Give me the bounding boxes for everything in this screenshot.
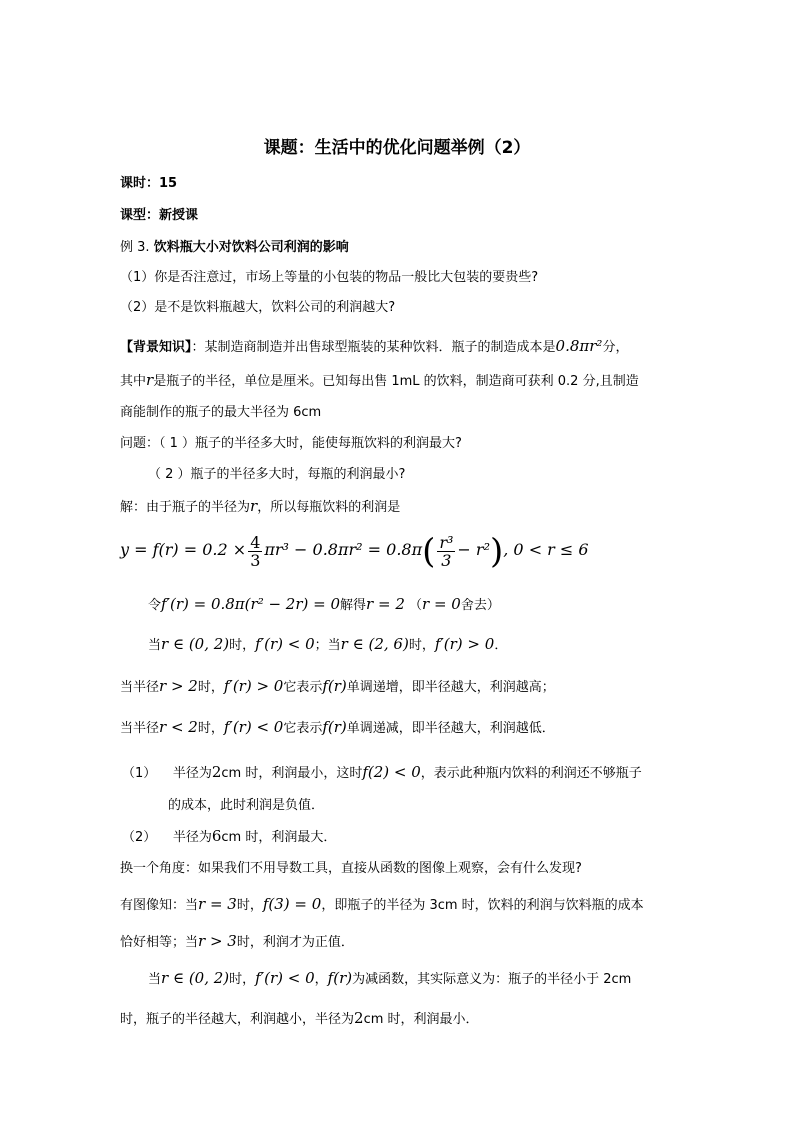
g3-sign: f′(r) < 0 [255,969,315,987]
formula-tail: − r² [457,540,490,559]
lesson-period [120,174,177,194]
solution-intro [120,496,400,518]
int2-c: ． [494,638,508,653]
gt-b: 时， [197,680,224,695]
deriv-b: 解得 [340,598,367,613]
g3-a: 当 [148,972,162,987]
radius-var: r [146,371,154,389]
graph-line-1 [120,894,644,916]
deriv-equation: f′(r) = 0.8π(r² − 2r) = 0 [161,595,341,613]
gt-d: 单调递增，即半径越大，利润越高； [346,680,555,695]
int2-range: r ∈ (2, 6) [340,635,409,653]
lt-f: f(r) [322,718,347,736]
c1-num: （1） [122,766,157,781]
background-text-a: ：某制造商制造并出售球型瓶装的某种饮料．瓶子的制造成本是 [191,340,556,355]
c2-num: （2） [122,830,157,845]
g1-c: ，即瓶子的半径为 3cm 时，饮料的利润与饮料瓶的成本 [321,898,644,913]
conclusion-1 [122,762,642,784]
fraction-r3-3 [437,534,455,569]
background-line-1 [120,336,628,358]
c1-val: 2 [211,763,222,781]
g4-b: cm 时，利润最小． [363,1012,479,1027]
formula-mid: πr³ − 0.8πr² = 0.8π [264,540,423,559]
g1-b: 时， [236,898,263,913]
int1-range: r ∈ (0, 2) [161,635,230,653]
lesson-type [120,206,198,226]
period-value: 15 [159,176,178,191]
c1-c: ，表示此种瓶内饮料的利润还不够瓶子 [420,766,642,781]
background-line-3: 商能制作的瓶子的最大半径为 6cm [120,405,322,420]
period-label: 课时： [120,176,160,191]
g2-b: 时，利润才为正值． [236,935,354,950]
deriv-c: （ [409,598,423,613]
conclusion-2 [122,826,336,848]
g1-f: f(3) = 0 [262,895,322,913]
g2-cond: r > 3 [198,932,237,950]
c2-b: cm 时，利润最大． [221,830,337,845]
g1-a: 有图像知：当 [120,898,199,913]
int1-sign: f′(r) < 0 [255,635,315,653]
g4-a: 时，瓶子的半径越大，利润越小，半径为 [120,1012,355,1027]
graph-angle: 换一个角度：如果我们不用导数工具，直接从函数的图像上观察，会有什么发现? [120,861,582,876]
solution-var-r: r [250,497,258,515]
frac2-den: 3 [441,551,452,570]
questions-line-2: （ 2 ）瓶子的半径多大时，每瓶的利润最小? [148,467,406,482]
g3-f: f(r) [327,969,353,987]
c2-val: 6 [211,827,222,845]
graph-line-3 [148,968,631,990]
formula-domain: , 0 < r ≤ 6 [503,540,589,559]
type-label: 课型： [120,208,160,223]
example-heading [120,238,349,258]
lt-b: 时， [197,721,224,736]
int1-c: ；当 [314,638,341,653]
left-paren: ( [422,531,436,572]
g3-d: 为减函数，其实际意义为：瓶子的半径小于 2cm [352,972,632,987]
background-label: 【背景知识】 [120,340,192,355]
example-question-1: （1）你是否注意过，市场上等量的小包装的物品一般比大包装的要贵些? [120,270,539,285]
int1-a: 当 [148,638,162,653]
lt-d: 单调递减，即半径越大，利润越低． [346,721,555,736]
int2-b: 时， [408,638,435,653]
example-label: 例 3. [120,240,150,255]
solution-intro-a: 解：由于瓶子的半径为 [120,500,251,515]
g1-cond: r = 3 [198,895,237,913]
example-title: 饮料瓶大小对饮料公司利润的影响 [153,240,349,255]
background-line-2 [120,370,639,392]
right-paren: ) [489,531,504,572]
c1-f: f(2) < 0 [362,763,421,781]
increasing-line [120,676,555,698]
g3-b: 时， [229,972,256,987]
frac1-num: 4 [250,533,261,552]
type-value: 新授课 [159,208,199,223]
formula-lhs: y = f(r) = 0.2 × [120,540,247,559]
background-text-b: 分， [602,340,629,355]
lt-cond: r < 2 [159,718,198,736]
lt-sign: f′(r) < 0 [223,718,284,736]
cost-formula: 0.8πr² [555,337,603,355]
solution-intro-b: ，所以每瓶饮料的利润是 [257,500,401,515]
c1-a: 半径为 [172,766,212,781]
frac1-den: 3 [250,551,261,570]
deriv-excluded: r = 0 [422,595,461,613]
questions-label: 问题： [120,436,160,451]
gt-c: 它表示 [283,680,323,695]
profit-formula [120,528,589,574]
g3-range: r ∈ (0, 2) [161,969,230,987]
lt-c: 它表示 [283,721,323,736]
gt-cond: r > 2 [159,677,198,695]
conclusion-1-cont: 的成本，此时利润是负值． [168,798,325,813]
questions-line-1 [120,434,462,454]
deriv-d: 舍去） [460,598,500,613]
background-text-c: 其中 [120,374,147,389]
deriv-root: r = 2 [366,595,405,613]
question-1: （ 1 ）瓶子的半径多大时，能使每瓶饮料的利润最大? [159,436,462,451]
graph-line-2 [120,931,354,953]
int1-b: 时， [229,638,256,653]
frac2-num: r³ [439,533,454,552]
decreasing-line [120,717,555,739]
gt-a: 当半径 [120,680,160,695]
int2-sign: f′(r) > 0 [434,635,495,653]
deriv-a: 令 [148,598,162,613]
gt-sign: f′(r) > 0 [223,677,284,695]
gt-f: f(r) [322,677,347,695]
g2-a: 恰好相等；当 [120,935,199,950]
fraction-4-3 [248,534,262,569]
c2-a: 半径为 [172,830,212,845]
g3-c: ， [314,972,328,987]
lt-a: 当半径 [120,721,160,736]
intervals-line [148,634,507,656]
graph-line-4 [120,1008,479,1030]
g4-val: 2 [354,1009,364,1027]
c1-b: cm 时，利润最小，这时 [221,766,363,781]
example-question-2: （2）是不是饮料瓶越大，饮料公司的利润越大? [120,300,396,315]
derivative-line [148,594,500,616]
background-text-d: 是瓶子的半径，单位是厘米。已知每出售 1mL 的饮料，制造商可获利 0.2 分,且制造 [153,374,639,389]
page-title: 课题：生活中的优化问题举例（2） [263,138,531,158]
